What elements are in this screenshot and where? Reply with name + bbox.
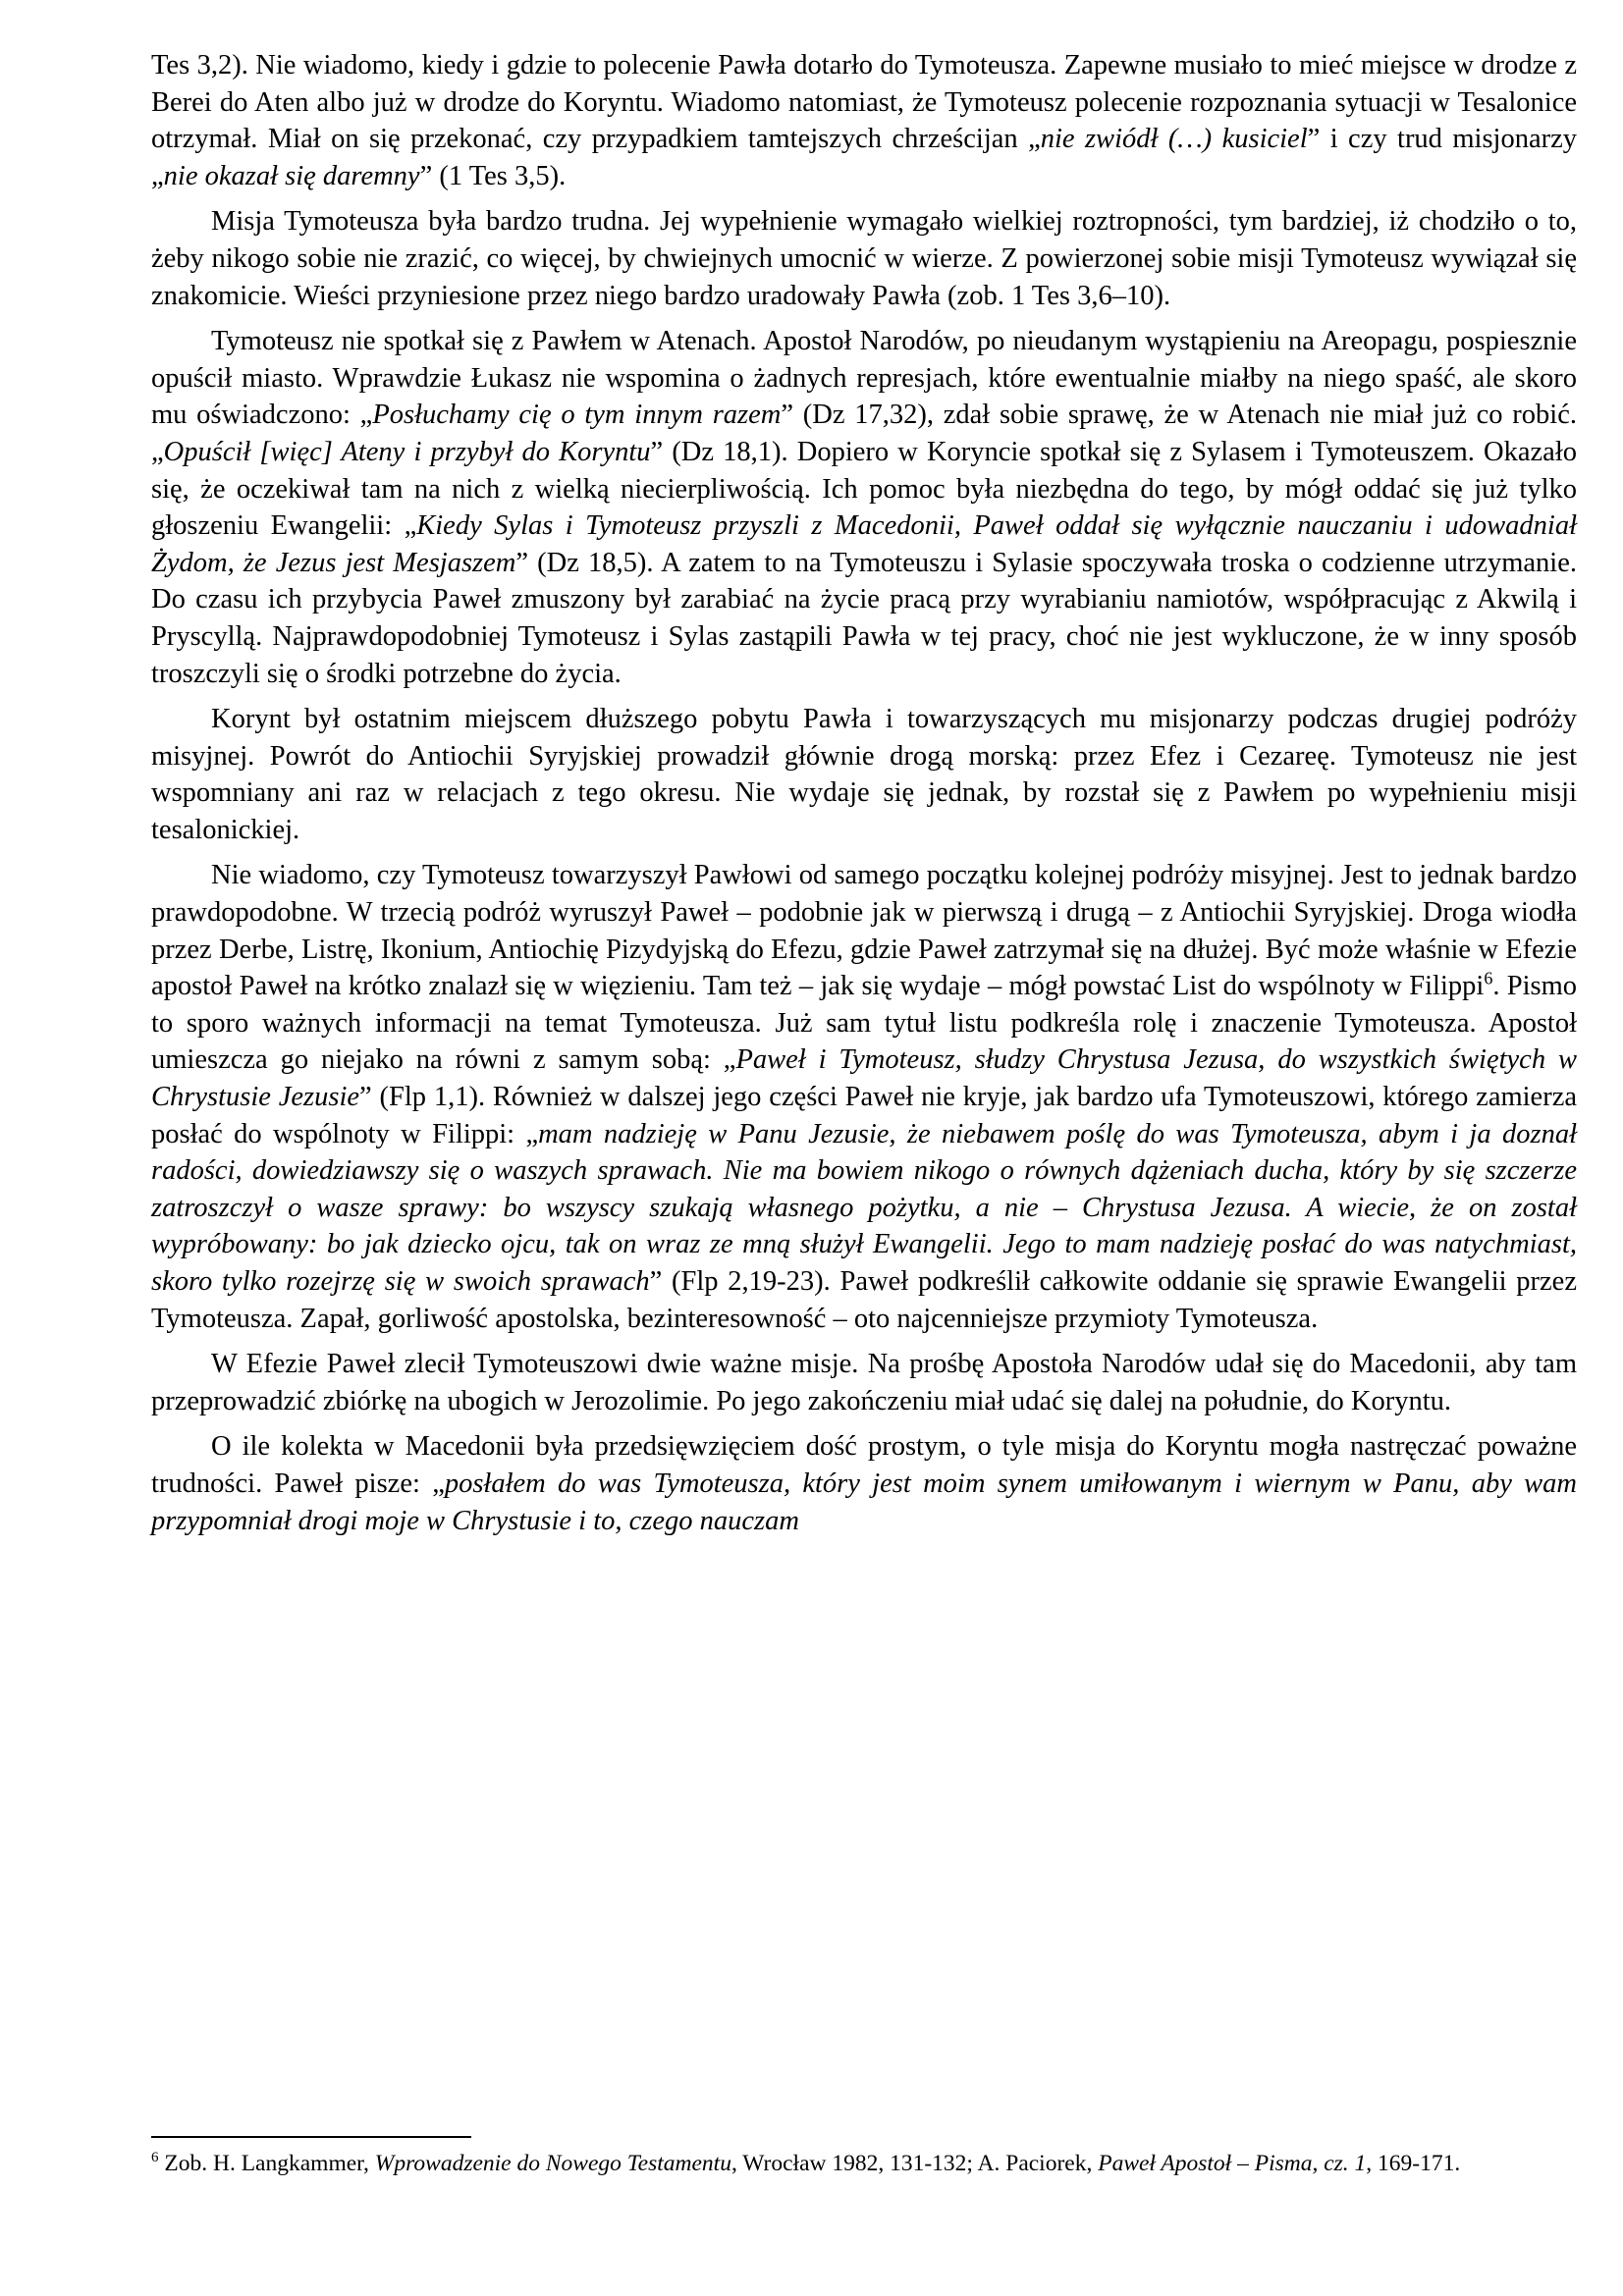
paragraph	[151, 1346, 1577, 1419]
italic-quote: Paweł i Tymoteusz, słudzy Chrystusa Jezusa, do wszystkich świętych w Chrystusie Jezusie	[151, 1044, 1577, 1113]
paragraph	[151, 701, 1577, 848]
text-run: W Efezie Paweł zlecił Tymoteuszowi dwie ważne misje. Na prośbę Apostoła Narodów udał się do Macedonii, aby tam przeprowadzić zbiórkę na ubogich w Jerozolimie. Po jego zakończeniu miał udać się dalej na południe, do Koryntu.	[151, 1349, 1577, 1416]
italic-quote: nie okazał się daremny	[163, 160, 420, 191]
italic-quote: posłałem do was Tymoteusza, który jest moim synem umiłowanym i wiernym w Panu, aby wam przypomniał drogi moje w Chrystusie i to, czego nauczam	[151, 1468, 1577, 1536]
paragraph	[151, 47, 1577, 194]
text-run: ” (Flp 1,1). Również w dalszej jego części Paweł nie kryje, jak bardzo ufa Tymoteuszowi, którego zamierza posłać do wspólnoty w Filippi: „	[151, 1082, 1578, 1149]
italic-quote: Opuścił [więc] Ateny i przybył do Koryntu	[163, 436, 651, 467]
text-run: , 169-171.	[1366, 2151, 1461, 2176]
text-run: ” (Dz 17,32), zdał sobie sprawę, że w Atenach nie miał już co robić. „	[151, 400, 1577, 467]
text-run: ” (Dz 18,5). A zatem to na Tymoteuszu i Sylasie spoczywała troska o codzienne utrzymanie. Do czasu ich przybycia Paweł zmuszony był zarabiać na życie pracą przy wyrabianiu namiotów, współpracując z Akwilą i Pryscyllą. Najprawdopodobniej Tymoteusz i Sylas zastąpili Pawła w tej pracy, choć nie jest wykluczone, że w inny sposób troszczyli się o środki potrzebne do życia.	[151, 547, 1577, 689]
text-run: Korynt był ostatnim miejscem dłuższego pobytu Pawła i towarzyszących mu misjonarzy podczas drugiej podróży misyjnej. Powrót do Antiochii Syryjskiej prowadził głównie drogą morską: przez Efez i Cezareę. Tymoteusz nie jest wspomniany ani raz w relacjach z tego okresu. Nie wydaje się jednak, by rozstał się z Pawłem po wypełnieniu misji tesalonickiej.	[151, 704, 1577, 845]
text-run: ” (Flp 2,19-23). Paweł podkreślił całkowite oddanie się sprawie Ewangelii przez Tymoteusza. Zapał, gorliwość apostolska, bezinteresowność – oto najcenniejsze przymioty Tymoteusza.	[151, 1266, 1577, 1334]
footnote-6	[151, 2150, 1577, 2178]
italic-quote: mam nadzieję w Panu Jezusie, że niebawem poślę do was Tymoteusza, abym i ja doznał radości, dowiedziawszy się o waszych sprawach. Nie ma bowiem nikogo o równych dążeniach ducha, który by się szczerze zatroszczył o wasze sprawy: bo wszyscy szukają własnego pożytku, a nie – Chrystusa Jezusa. A wiecie, że on został wypróbowany: bo jak dziecko ojcu, tak on wraz ze mną służył Ewangelii. Jego to mam nadzieję posłać do was natychmiast, skoro tylko rozejrzę się w swoich sprawach	[151, 1118, 1577, 1297]
paragraph	[151, 1428, 1577, 1539]
text-run: O ile kolekta w Macedonii była przedsięwzięciem dość prostym, o tyle misja do Koryntu mogła nastręczać poważne trudności. Paweł pisze: „	[151, 1431, 1577, 1499]
footnote-separator	[151, 2136, 471, 2138]
document-page	[151, 47, 1577, 1548]
text-run: ” i czy trud misjonarzy „	[151, 124, 1577, 191]
paragraph	[151, 857, 1577, 1337]
body-text	[151, 47, 1577, 1539]
italic-quote: Kiedy Sylas i Tymoteusz przyszli z Macedonii, Paweł oddał się wyłącznie nauczaniu i udowadniał Żydom, że Jezus jest Mesjaszem	[151, 510, 1577, 578]
paragraph	[151, 323, 1577, 692]
text-run: Zob. H. Langkammer,	[158, 2151, 375, 2176]
text-run: Misja Tymoteusza była bardzo trudna. Jej wypełnienie wymagało wielkiej roztropności, tym bardziej, iż chodziło o to, żeby nikogo sobie nie zrazić, co więcej, by chwiejnych umocnić w wierze. Z powierzonej sobie misji Tymoteusz wywiązał się znakomicie. Wieści przyniesione przez niego bardzo uradowały Pawła (zob. 1 Tes 3,6–10).	[151, 206, 1577, 311]
italic-quote: Posłuchamy cię o tym innym razem	[372, 400, 782, 431]
text-run: . Pismo to sporo ważnych informacji na temat Tymoteusza. Już sam tytuł listu podkreśla rolę i znaczenie Tymoteusza. Apostoł umieszcza go niejako na równi z samym sobą: „	[151, 971, 1578, 1076]
italic-quote: Wprowadzenie do Nowego Testamentu	[374, 2151, 731, 2176]
italic-quote: nie zwiódł (…) kusiciel	[1040, 124, 1308, 155]
text-run: Tes 3,2). Nie wiadomo, kiedy i gdzie to polecenie Pawła dotarło do Tymoteusza. Zapewne musiało to mieć miejsce w drodze z Berei do Aten albo już w drodze do Koryntu. Wiadomo natomiast, że Tymoteusz polecenie rozpoznania sytuacji w Tesalonice otrzymał. Miał on się przekonać, czy przypadkiem tamtejszych chrześcijan „	[151, 50, 1577, 155]
italic-quote: Paweł Apostoł – Pisma, cz. 1	[1098, 2151, 1367, 2176]
text-run: Tymoteusz nie spotkał się z Pawłem w Atenach. Apostoł Narodów, po nieudanym wystąpieniu na Areopagu, pospiesznie opuścił miasto. Wprawdzie Łukasz nie wspomina o żadnych represjach, które ewentualnie miałby na niego spaść, ale skoro mu oświadczono: „	[151, 326, 1577, 431]
text-run: Nie wiadomo, czy Tymoteusz towarzyszył Pawłowi od samego początku kolejnej podróży misyjnej. Jest to jednak bardzo prawdopodobne. W trzecią podróż wyruszył Paweł – podobnie jak w pierwszą i drugą – z Antiochii Syryjskiej. Droga wiodła przez Derbe, Listrę, Ikonium, Antiochię Pizydyjską do Efezu, gdzie Paweł zatrzymał się na dłużej. Być może właśnie w Efezie apostoł Paweł na krótko znalazł się w więzieniu. Tam też – jak się wydaje – mógł powstać List do wspólnoty w Filippi	[151, 860, 1577, 1002]
footnote-number: 6	[151, 2150, 159, 2166]
text-run: ” (Dz 18,1). Dopiero w Koryncie spotkał się z Sylasem i Tymoteuszem. Okazało się, że oczekiwał tam na nich z wielką niecierpliwością. Ich pomoc była niezbędna do tego, by mógł oddać się już tylko głoszeniu Ewangelii: „	[151, 436, 1578, 542]
footnote-reference[interactable]: 6	[1484, 968, 1493, 988]
text-run: , Wrocław 1982, 131-132; A. Paciorek,	[730, 2151, 1099, 2176]
text-run: ” (1 Tes 3,5).	[419, 160, 567, 191]
paragraph	[151, 203, 1577, 314]
